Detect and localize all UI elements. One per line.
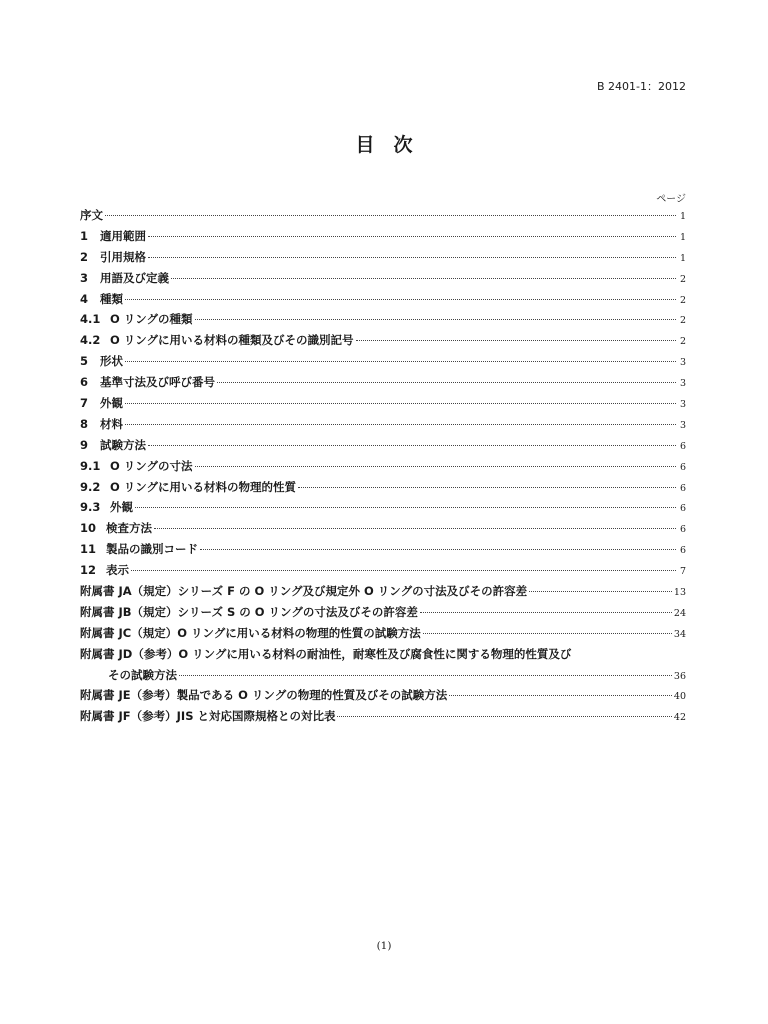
toc-entry-12[interactable] [80, 560, 686, 581]
toc-label: 基準寸法及び呼び番号 [100, 375, 215, 390]
dot-leader [131, 570, 676, 571]
dot-leader [148, 236, 676, 237]
toc-entry-5[interactable] [80, 351, 686, 372]
toc-entry-annex-jc[interactable] [80, 623, 686, 644]
toc-page: 40 [673, 691, 686, 703]
toc-number: 7 [80, 396, 89, 411]
dot-leader [217, 382, 676, 383]
dot-leader [105, 215, 676, 216]
page-column-label: ページ [656, 194, 686, 205]
toc-number: 4.2 [80, 333, 101, 348]
toc-number: 1 [80, 228, 89, 243]
toc-entry-annex-ja[interactable] [80, 581, 686, 602]
dot-leader [171, 278, 676, 279]
toc-number: 4 [80, 291, 89, 306]
toc-label: 外観 [110, 500, 133, 515]
toc-label: 序文 [80, 208, 103, 222]
toc-label: 用語及び定義 [100, 270, 169, 285]
toc-page: 7 [679, 566, 686, 578]
toc-label: 製品の識別コード [106, 542, 198, 557]
toc-page: 1 [679, 231, 686, 243]
toc-page: 3 [679, 399, 686, 411]
toc-label: O リングに用いる材料の種類及びその識別記号 [110, 333, 354, 348]
toc-entry-4-2[interactable] [80, 330, 686, 351]
toc-entry-annex-jd[interactable] [80, 644, 686, 665]
toc-label: 形状 [100, 354, 123, 369]
dot-leader [154, 528, 676, 529]
toc-label: 種類 [100, 291, 123, 306]
toc-page: 1 [679, 252, 686, 264]
toc-entry-annex-jb[interactable] [80, 602, 686, 623]
toc-entry-7[interactable] [80, 393, 686, 414]
toc-entry-intro[interactable] [80, 205, 686, 226]
toc-number: 9.2 [80, 479, 101, 494]
toc-entry-6[interactable] [80, 372, 686, 393]
toc-label: 附属書 JC（規定）O リングに用いる材料の物理的性質の試験方法 [80, 625, 421, 640]
dot-leader [135, 507, 676, 508]
dot-leader [148, 445, 676, 446]
toc-entry-annex-je[interactable] [80, 685, 686, 706]
toc-entry-9[interactable] [80, 435, 686, 456]
toc-number: 5 [80, 354, 89, 369]
toc-page: 6 [679, 524, 686, 536]
toc-number: 9 [80, 437, 89, 452]
toc-label: 附属書 JF（参考）JIS と対応国際規格との対比表 [80, 709, 336, 724]
toc-page: 6 [679, 440, 686, 452]
toc-page: 13 [673, 587, 686, 599]
toc-page: 1 [679, 211, 686, 222]
toc-entry-annex-jd-continued[interactable] [80, 665, 686, 686]
toc-page: 6 [679, 503, 686, 515]
toc-label: O リングに用いる材料の物理的性質 [110, 479, 297, 494]
toc-label: 附属書 JA（規定）シリーズ F の O リング及び規定外 O リングの寸法及びその許容差 [80, 584, 528, 599]
toc-number: 11 [80, 542, 97, 557]
dot-leader [148, 257, 676, 258]
toc-page: 3 [679, 357, 686, 369]
toc-label: O リングの寸法 [110, 458, 193, 473]
toc-entry-9-3[interactable] [80, 497, 686, 518]
toc-entry-11[interactable] [80, 539, 686, 560]
toc-page: 6 [679, 461, 686, 473]
toc-page: 6 [679, 545, 686, 557]
toc-label: O リングの種類 [110, 312, 193, 327]
dot-leader [125, 403, 676, 404]
dot-leader [195, 319, 676, 320]
toc-label: 試験方法 [100, 437, 146, 452]
dot-leader [337, 716, 671, 717]
toc-page: 24 [673, 607, 686, 619]
toc-page: 3 [679, 419, 686, 431]
standard-number: B 2401-1：2012 [597, 80, 686, 93]
dot-leader [179, 675, 672, 676]
table-of-contents [80, 205, 686, 727]
toc-label: 外観 [100, 396, 123, 411]
dot-leader [125, 299, 676, 300]
toc-page: 2 [679, 315, 686, 327]
toc-number: 4.1 [80, 312, 101, 327]
toc-number: 9.1 [80, 458, 101, 473]
toc-label: 附属書 JB（規定）シリーズ S の O リングの寸法及びその許容差 [80, 604, 418, 619]
dot-leader [423, 633, 672, 634]
toc-page: 2 [679, 273, 686, 285]
toc-entry-10[interactable] [80, 518, 686, 539]
toc-number: 10 [80, 521, 97, 536]
dot-leader [449, 695, 672, 696]
toc-label: その試験方法 [108, 667, 177, 682]
toc-label: 附属書 JD（参考）O リングに用いる材料の耐油性，耐寒性及び腐食性に関する物理的性質及び [80, 646, 572, 661]
toc-entry-3[interactable] [80, 268, 686, 289]
toc-number: 12 [80, 563, 97, 578]
toc-number: 9.3 [80, 500, 101, 515]
toc-page: 2 [679, 294, 686, 306]
toc-label: 附属書 JE（参考）製品である O リングの物理的性質及びその試験方法 [80, 688, 448, 703]
toc-entry-2[interactable] [80, 247, 686, 268]
toc-number: 8 [80, 416, 89, 431]
toc-page: 36 [673, 670, 686, 682]
dot-leader [125, 361, 676, 362]
dot-leader [200, 549, 676, 550]
page-number: (1) [376, 940, 392, 952]
dot-leader [195, 466, 676, 467]
toc-label: 適用範囲 [100, 228, 146, 243]
toc-page: 42 [673, 712, 686, 724]
toc-entry-8[interactable] [80, 414, 686, 435]
dot-leader [420, 612, 672, 613]
toc-page: 2 [679, 336, 686, 348]
toc-entry-annex-jf[interactable] [80, 706, 686, 727]
toc-entry-9-1[interactable] [80, 456, 686, 477]
toc-number: 2 [80, 249, 89, 264]
toc-label: 材料 [100, 416, 123, 431]
toc-label: 表示 [106, 563, 129, 578]
toc-page: 34 [673, 628, 686, 640]
toc-page: 3 [679, 378, 686, 390]
dot-leader [298, 487, 676, 488]
toc-number: 3 [80, 270, 89, 285]
page-title: 目 次 [355, 134, 413, 156]
toc-label: 検査方法 [106, 521, 152, 536]
toc-entry-9-2[interactable] [80, 477, 686, 498]
toc-entry-1[interactable] [80, 226, 686, 247]
dot-leader [125, 424, 676, 425]
toc-number: 6 [80, 375, 89, 390]
toc-page: 6 [679, 482, 686, 494]
toc-entry-4[interactable] [80, 289, 686, 310]
toc-entry-4-1[interactable] [80, 309, 686, 330]
dot-leader [356, 340, 676, 341]
dot-leader [529, 591, 672, 592]
toc-label: 引用規格 [100, 249, 146, 264]
